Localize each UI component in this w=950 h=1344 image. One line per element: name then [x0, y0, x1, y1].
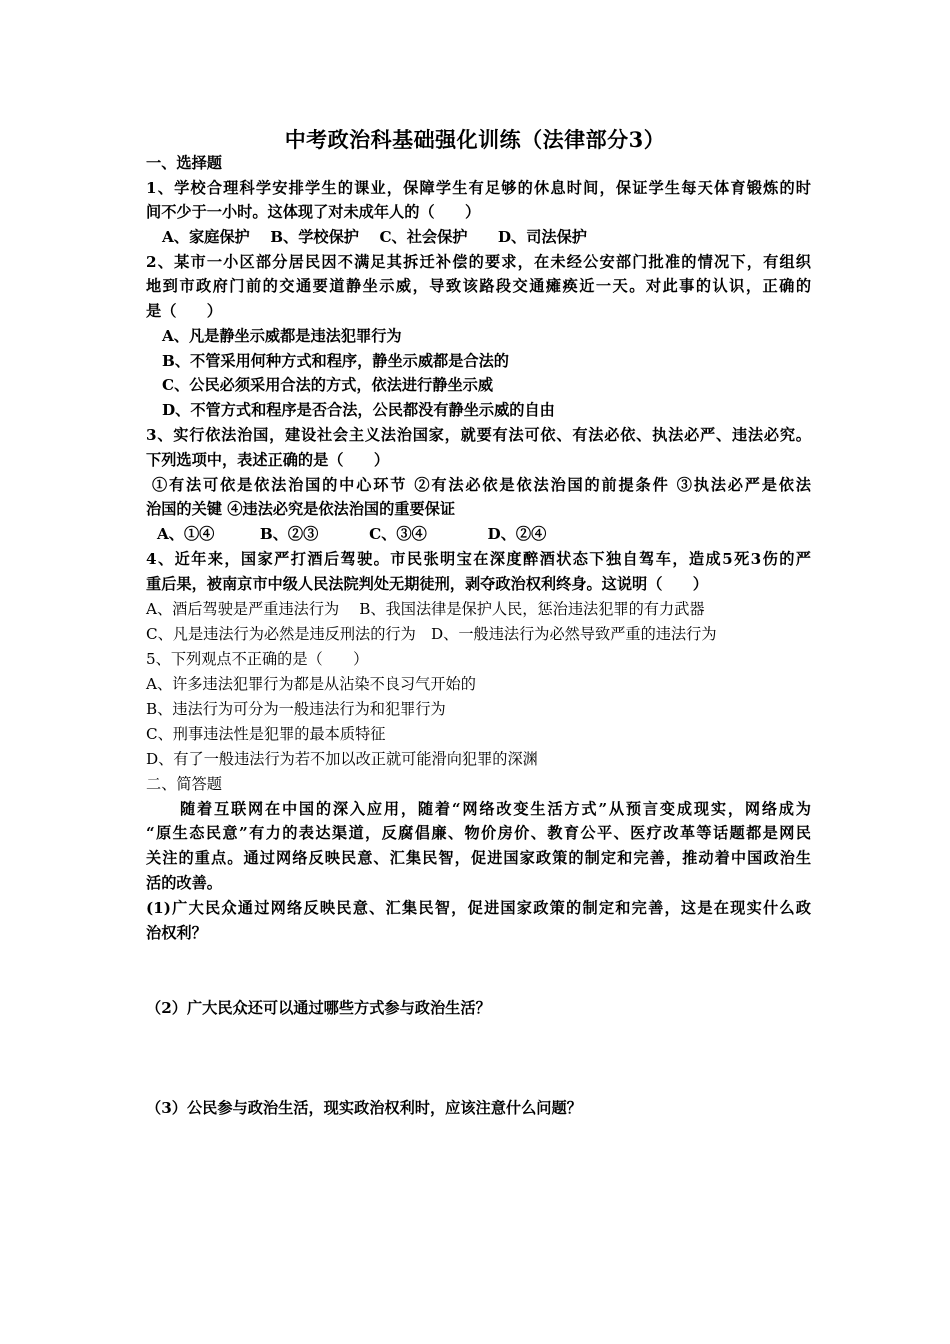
question-4-options-ab: A、酒后驾驶是严重违法行为 B、我国法律是保护人民，惩治违法犯罪的有力武器: [146, 600, 705, 618]
sub-question-1-line-1: (1)广大民众通过网络反映民意、汇集民智，促进国家政策的制定和完善，这是在现实什么政: [146, 899, 811, 917]
question-5-option-c: C、刑事违法性是犯罪的最本质特征: [146, 725, 386, 743]
question-4-line-2: 重后果，被南京市中级人民法院判处无期徒刑，剥夺政治权利终身。这说明（ ）: [146, 575, 708, 593]
passage-line-4: 活的改善。: [146, 874, 222, 892]
question-3-line-2: 下列选项中，表述正确的是（ ）: [146, 451, 389, 469]
question-5-option-b: B、违法行为可分为一般违法行为和犯罪行为: [146, 700, 446, 718]
sub-question-2: （2）广大民众还可以通过哪些方式参与政治生活？: [146, 999, 491, 1017]
question-3-line-3: ①有法可依是依法治国的中心环节 ②有法必依是依法治国的前提条件 ③执法必严是依法: [152, 476, 811, 494]
question-2-line-3: 是（ ）: [146, 302, 222, 320]
question-2-option-a: A、凡是静坐示威都是违法犯罪行为: [162, 327, 402, 345]
question-3-options: A、①④ B、②③ C、③④ D、②④: [157, 525, 547, 543]
question-2-option-d: D、不管方式和程序是否合法，公民都没有静坐示威的自由: [162, 401, 555, 419]
question-3-line-1: 3、实行依法治国，建设社会主义法治国家，就要有法可依、有法必依、执法必严、违法必究。: [146, 426, 811, 444]
sub-question-1-line-2: 治权利？: [146, 924, 207, 942]
section-heading-short-answer: 二、简答题: [146, 775, 222, 793]
question-2-line-2: 地到市政府门前的交通要道静坐示威，导致该路段交通瘫痪近一天。对此事的认识，正确的: [146, 277, 811, 295]
question-5-line-1: 5、下列观点不正确的是（ ）: [146, 650, 369, 668]
question-4-line-1: 4、近年来，国家严打酒后驾驶。市民张明宝在深度醉酒状态下独自驾车，造成5死3伤的严: [146, 550, 811, 568]
passage-line-3: 关注的重点。通过网络反映民意、汇集民智，促进国家政策的制定和完善，推动着中国政治生: [146, 849, 811, 867]
question-2-line-1: 2、某市一小区部分居民因不满足其拆迁补偿的要求，在未经公安部门批准的情况下，有组织: [146, 253, 811, 271]
question-2-option-c: C、公民必须采用合法的方式，依法进行静坐示威: [162, 376, 494, 394]
passage-line-2: “原生态民意”有力的表达渠道，反腐倡廉、物价房价、教育公平、医疗改革等话题都是网民: [146, 824, 811, 842]
question-5-option-a: A、许多违法犯罪行为都是从沾染不良习气开始的: [146, 675, 476, 693]
page-title: 中考政治科基础强化训练（法律部分3）: [284, 127, 666, 152]
question-3-line-4: 治国的关键 ④违法必究是依法治国的重要保证: [146, 500, 456, 518]
question-5-option-d: D、有了一般违法行为若不加以改正就可能滑向犯罪的深渊: [146, 750, 538, 768]
passage-line-1: 随着互联网在中国的深入应用，随着“网络改变生活方式”从预言变成现实，网络成为: [146, 800, 811, 818]
sub-question-3: （3）公民参与政治生活，现实政治权利时，应该注意什么问题？: [146, 1099, 582, 1117]
question-2-option-b: B、不管采用何种方式和程序，静坐示威都是合法的: [162, 352, 509, 370]
question-1-line-2: 间不少于一小时。这体现了对未成年人的（ ）: [146, 203, 481, 221]
section-heading-choice: 一、选择题: [146, 154, 222, 172]
question-4-options-cd: C、凡是违法行为必然是违反刑法的行为 D、一般违法行为必然导致严重的违法行为: [146, 625, 717, 643]
question-1-line-1: 1、学校合理科学安排学生的课业，保障学生有足够的休息时间，保证学生每天体育锻炼的时: [146, 179, 811, 197]
question-1-options: A、家庭保护 B、学校保护 C、社会保护 D、司法保护: [162, 228, 587, 246]
